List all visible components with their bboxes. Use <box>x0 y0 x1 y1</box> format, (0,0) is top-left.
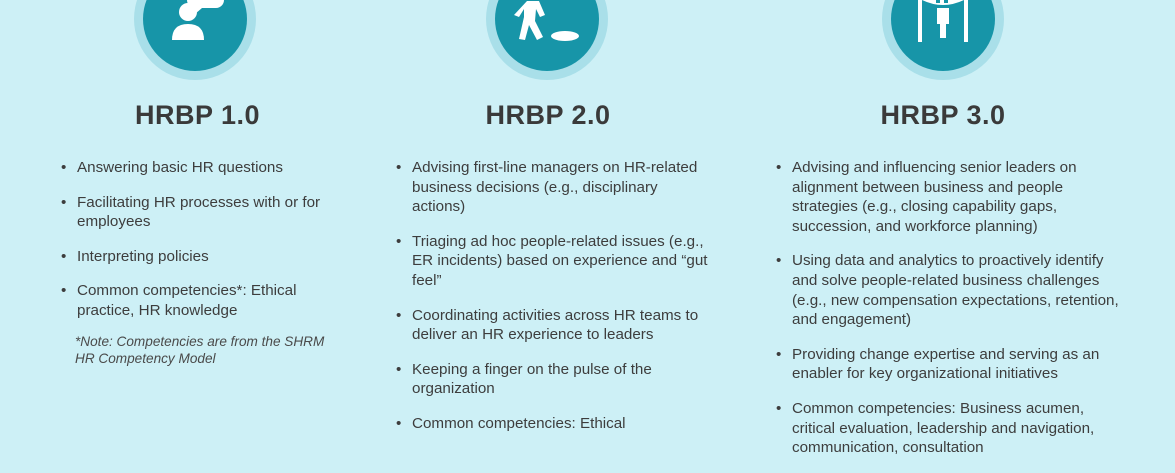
badge-hrbp-3 <box>882 0 1004 80</box>
bullet-list <box>395 158 715 449</box>
list-item: • Advising and influencing senior leaders on alignment between business and people strategies (e.g., closing capability gaps, succession, and workforce planning) <box>775 158 1120 236</box>
list-item: • Common competencies*: Ethical practice, HR knowledge <box>60 281 335 320</box>
list-item: • Facilitating HR processes with or for employees <box>60 193 335 232</box>
column-title: HRBP 1.0 <box>134 100 261 130</box>
list-item: • Common competencies: Business acumen, critical evaluation, leadership and navigation, communication, consultation <box>775 399 1120 458</box>
list-item: • Advising first-line managers on HR-related business decisions (e.g., disciplinary actions) <box>395 158 715 217</box>
list-item: • Coordinating activities across HR teams to deliver an HR experience to leaders <box>395 306 715 345</box>
finish-line-runner-icon <box>906 0 980 56</box>
competency-note: *Note: Competencies are from the SHRM HR Competency Model <box>75 333 325 367</box>
list-item: • Answering basic HR questions <box>60 158 335 178</box>
person-walking-manhole-icon <box>507 0 587 56</box>
list-item: • Using data and analytics to proactively identify and solve people-related business challenges (e.g., new compensation expectations, retention, and engagement) <box>775 251 1120 329</box>
bullet-list <box>60 158 335 368</box>
badge-hrbp-2 <box>486 0 608 80</box>
list-item: • Interpreting policies <box>60 247 335 267</box>
list-item: • Triaging ad hoc people-related issues (e.g., ER incidents) based on experience and “gut feel” <box>395 232 715 291</box>
person-speech-bubble-icon <box>158 0 232 56</box>
column-title: HRBP 3.0 <box>880 100 1006 130</box>
bullet-list <box>775 158 1120 473</box>
list-item: • Common competencies: Ethical <box>395 414 715 434</box>
column-title: HRBP 2.0 <box>485 100 611 130</box>
badge-hrbp-1 <box>134 0 256 80</box>
list-item: • Providing change expertise and serving as an enabler for key organizational initiatives <box>775 345 1120 384</box>
list-item: • Keeping a finger on the pulse of the organization <box>395 360 715 399</box>
